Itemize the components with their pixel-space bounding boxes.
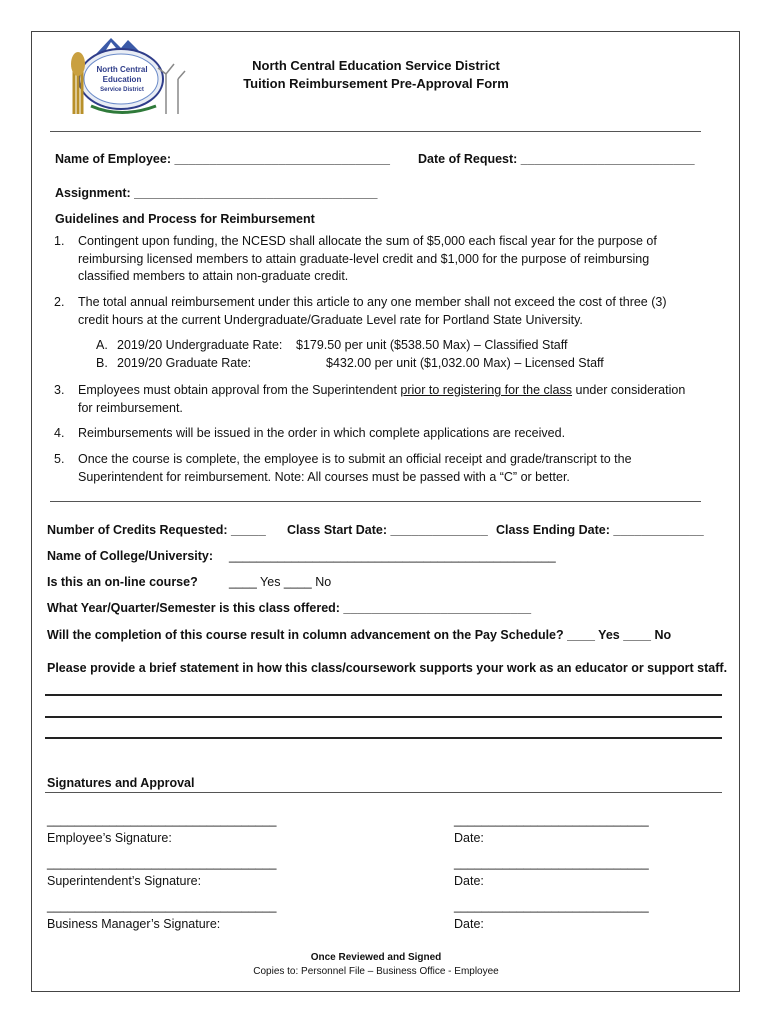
header-divider [50, 131, 701, 132]
superintendent-date-line[interactable]: ____________________________ [454, 856, 649, 870]
rate-row-b: B. 2019/20 Graduate Rate: $432.00 per unit ($1,032.00 Max) – Licensed Staff [96, 356, 604, 370]
college-label: Name of College/University: [47, 549, 214, 563]
online-course-options[interactable]: ____ Yes ____ No [229, 575, 332, 589]
ncesd-logo-icon [66, 34, 188, 122]
employee-name-field[interactable]: Name of Employee: _______________________________ [55, 152, 390, 166]
college-field[interactable]: _______________________________________________ [229, 549, 556, 563]
column-advancement-field[interactable]: Will the completion of this course result in column advancement on the Pay Schedule? ____ Yes ____ No [47, 628, 672, 642]
statement-prompt: Please provide a brief statement in how this class/coursework supports your work as an educator or support staff. [47, 661, 728, 675]
logo-line2: Education [102, 75, 142, 84]
logo-line3: Service District [100, 87, 144, 93]
employee-date-label: Date: [454, 831, 484, 845]
employee-signature-line[interactable]: _________________________________ [47, 813, 277, 827]
employee-signature-label: Employee’s Signature: [47, 831, 172, 845]
page-border [31, 31, 740, 992]
statement-line-2[interactable] [45, 716, 722, 718]
business-manager-signature-label: Business Manager’s Signature: [47, 917, 221, 931]
guideline-item-5: 5. Once the course is complete, the employee is to submit an official receipt and grade/transcript to the Superintendent for reimbursement. Note: All courses must be passed with a “C” or better. [54, 452, 632, 484]
underlined-requirement: prior to registering for the class [400, 383, 573, 397]
class-end-date-field[interactable]: Class Ending Date: _____________ [496, 523, 704, 537]
superintendent-signature-label: Superintendent’s Signature: [47, 874, 202, 888]
assignment-field[interactable]: Assignment: ___________________________________ [55, 186, 378, 200]
superintendent-signature-line[interactable]: _________________________________ [47, 856, 277, 870]
class-start-date-field[interactable]: Class Start Date: ______________ [287, 523, 488, 537]
business-manager-signature-line[interactable]: _________________________________ [47, 899, 277, 913]
business-manager-date-label: Date: [454, 917, 484, 931]
footer-copies: Copies to: Personnel File – Business Office - Employee [253, 966, 499, 977]
online-course-label: Is this an on-line course? [47, 575, 198, 589]
superintendent-date-label: Date: [454, 874, 484, 888]
employee-date-line[interactable]: ____________________________ [454, 813, 649, 827]
guidelines-divider [50, 501, 701, 502]
footer-reviewed: Once Reviewed and Signed [310, 952, 442, 963]
logo-line1: North Central [96, 65, 148, 74]
date-request-field[interactable]: Date of Request: _________________________ [418, 152, 695, 166]
signatures-divider [45, 792, 722, 793]
form-title: Tuition Reimbursement Pre-Approval Form [243, 76, 509, 91]
credits-requested-field[interactable]: Number of Credits Requested: _____ [47, 523, 266, 537]
rate-row-a: A. 2019/20 Undergraduate Rate: $179.50 per unit ($538.50 Max) – Classified Staff [96, 338, 568, 352]
org-name: North Central Education Service District [252, 58, 500, 73]
statement-line-1[interactable] [45, 694, 722, 696]
guideline-item-2: 2. The total annual reimbursement under this article to any one member shall not exceed the cost of three (3) credit hours at the current Undergraduate/Graduate Level rate for Portland State University. [54, 295, 667, 327]
statement-line-3[interactable] [45, 737, 722, 739]
guideline-item-1: 1. Contingent upon funding, the NCESD shall allocate the sum of $5,000 each fiscal year for the purpose of reimbursing licensed members to attain graduate-level credit and $1,000 for the purpose of reimbursing classified members to attain non-graduate credit. [54, 234, 657, 283]
signatures-heading: Signatures and Approval [47, 776, 195, 790]
term-offered-field[interactable]: What Year/Quarter/Semester is this class offered: ___________________________ [47, 601, 532, 615]
business-manager-date-line[interactable]: ____________________________ [454, 899, 649, 913]
guidelines-heading: Guidelines and Process for Reimbursement [55, 212, 315, 226]
guideline-item-3: 3. Employees must obtain approval from the Superintendent prior to registering for the class under consideration for reimbursement. [54, 383, 686, 415]
guideline-item-4: 4. Reimbursements will be issued in the order in which complete applications are received. [54, 426, 566, 440]
